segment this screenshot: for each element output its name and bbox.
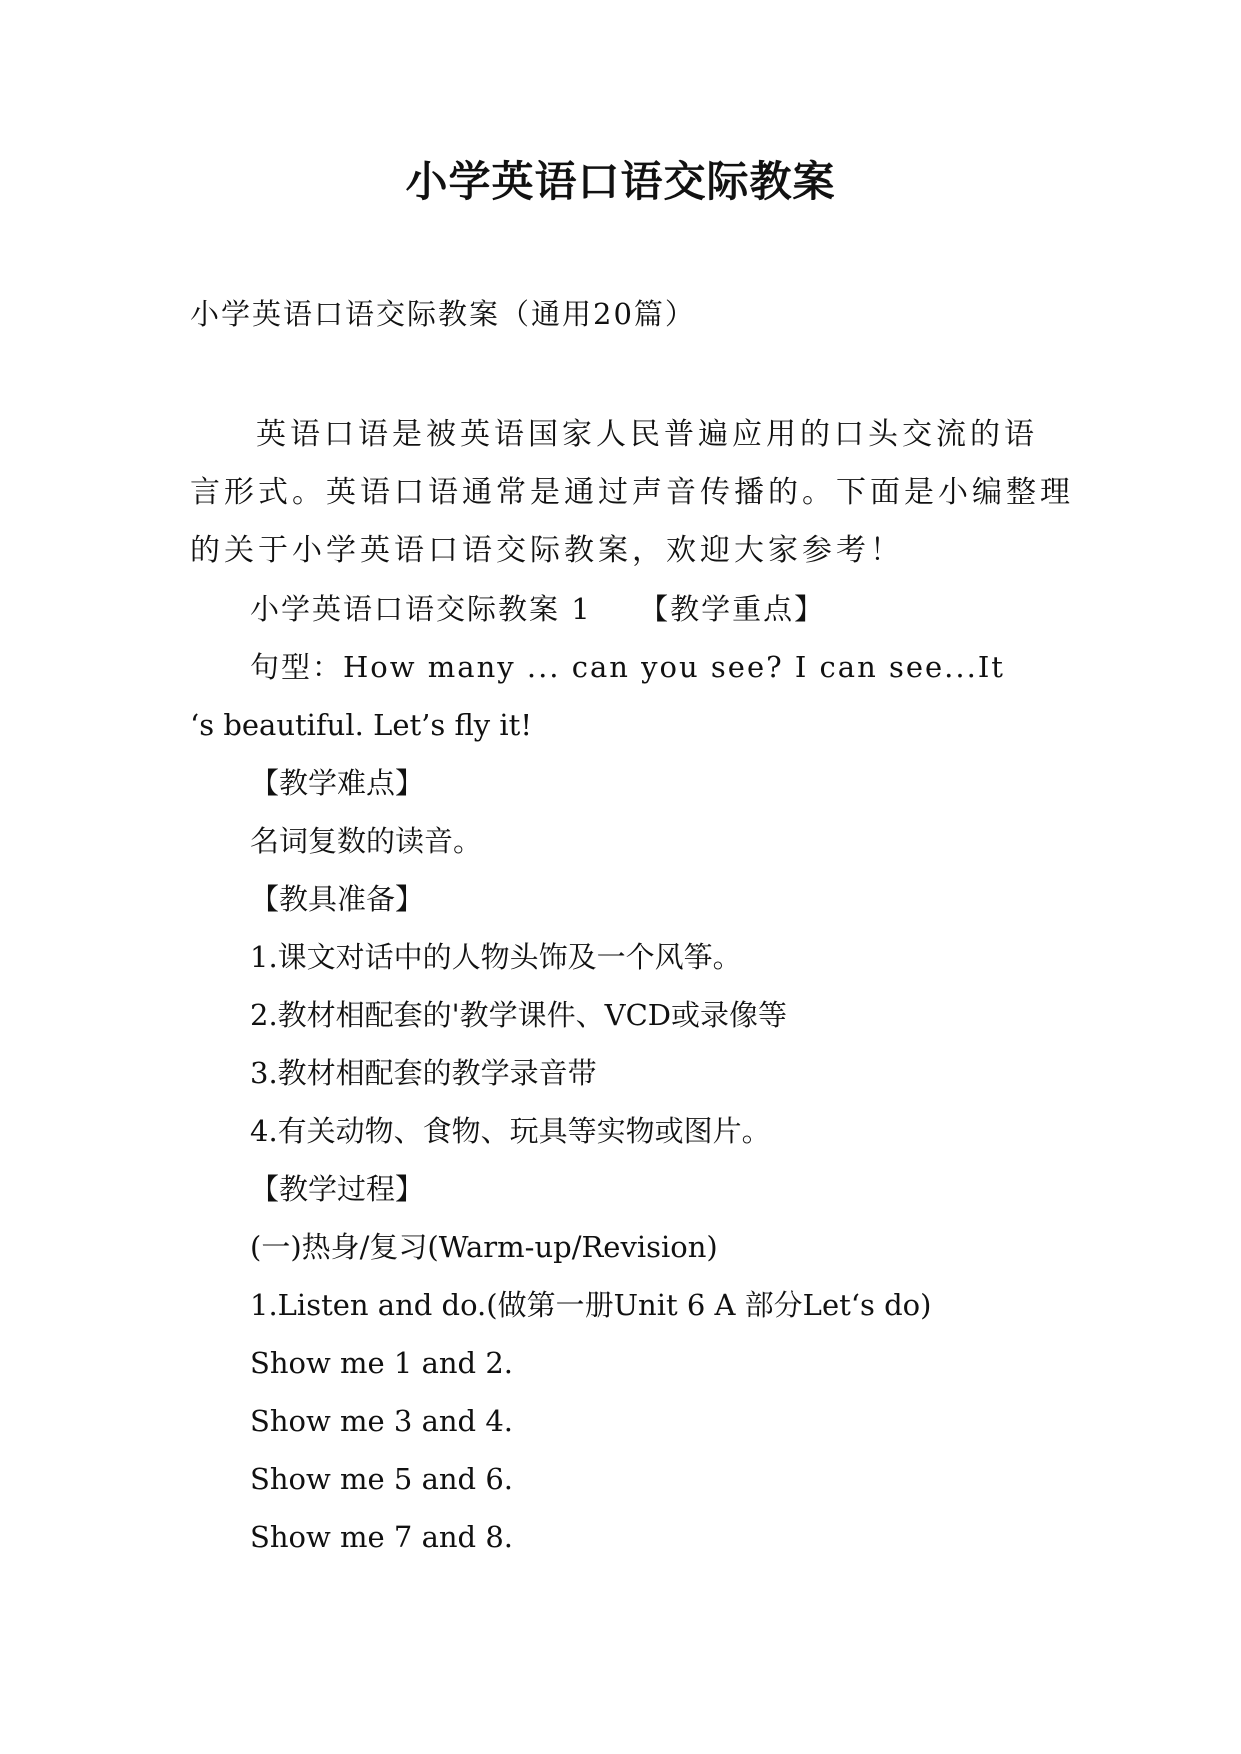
list-item: 2.教材相配套的'教学课件、VCD或录像等	[250, 998, 788, 1032]
intro-line: 英语口语是被英语国家人民普遍应用的口头交流的语	[256, 417, 1038, 452]
list-item: 3.教材相配套的教学录音带	[250, 1056, 597, 1090]
paragraph-line: Show me 3 and 4.	[250, 1404, 514, 1438]
paragraph-line: 1.Listen and do.(做第一册Unit 6 A 部分Let‘s do)	[250, 1288, 932, 1322]
document-title: 小学英语口语交际教案	[405, 157, 836, 206]
section-heading: 【教学过程】	[250, 1172, 425, 1206]
paragraph-line: Show me 7 and 8.	[250, 1520, 514, 1554]
lesson-body	[190, 580, 1070, 1566]
paragraph-line: Show me 1 and 2.	[250, 1346, 514, 1380]
list-item: 1.课文对话中的人物头饰及一个风筝。	[250, 940, 742, 974]
intro-line: 的关于小学英语口语交际教案，欢迎大家参考！	[190, 533, 904, 568]
sentence-pattern-line: 句型：How many ... can you see? I can see...It	[250, 650, 1005, 684]
intro-paragraph	[190, 406, 1074, 580]
step-heading: (一)热身/复习(Warm-up/Revision)	[250, 1230, 718, 1264]
document-subtitle: 小学英语口语交际教案（通用20篇）	[190, 297, 696, 331]
lesson-heading-line: 小学英语口语交际教案 1 【教学重点】	[250, 592, 826, 626]
list-item: 4.有关动物、食物、玩具等实物或图片。	[250, 1114, 771, 1148]
paragraph-line: 名词复数的读音。	[250, 824, 483, 858]
sentence-pattern-continuation: ‘s beautiful. Let’s fly it!	[190, 708, 532, 742]
section-heading: 【教学难点】	[250, 766, 425, 800]
intro-line: 言形式。英语口语通常是通过声音传播的。下面是小编整理	[190, 475, 1074, 510]
section-heading: 【教具准备】	[250, 882, 425, 916]
paragraph-line: Show me 5 and 6.	[250, 1462, 514, 1496]
